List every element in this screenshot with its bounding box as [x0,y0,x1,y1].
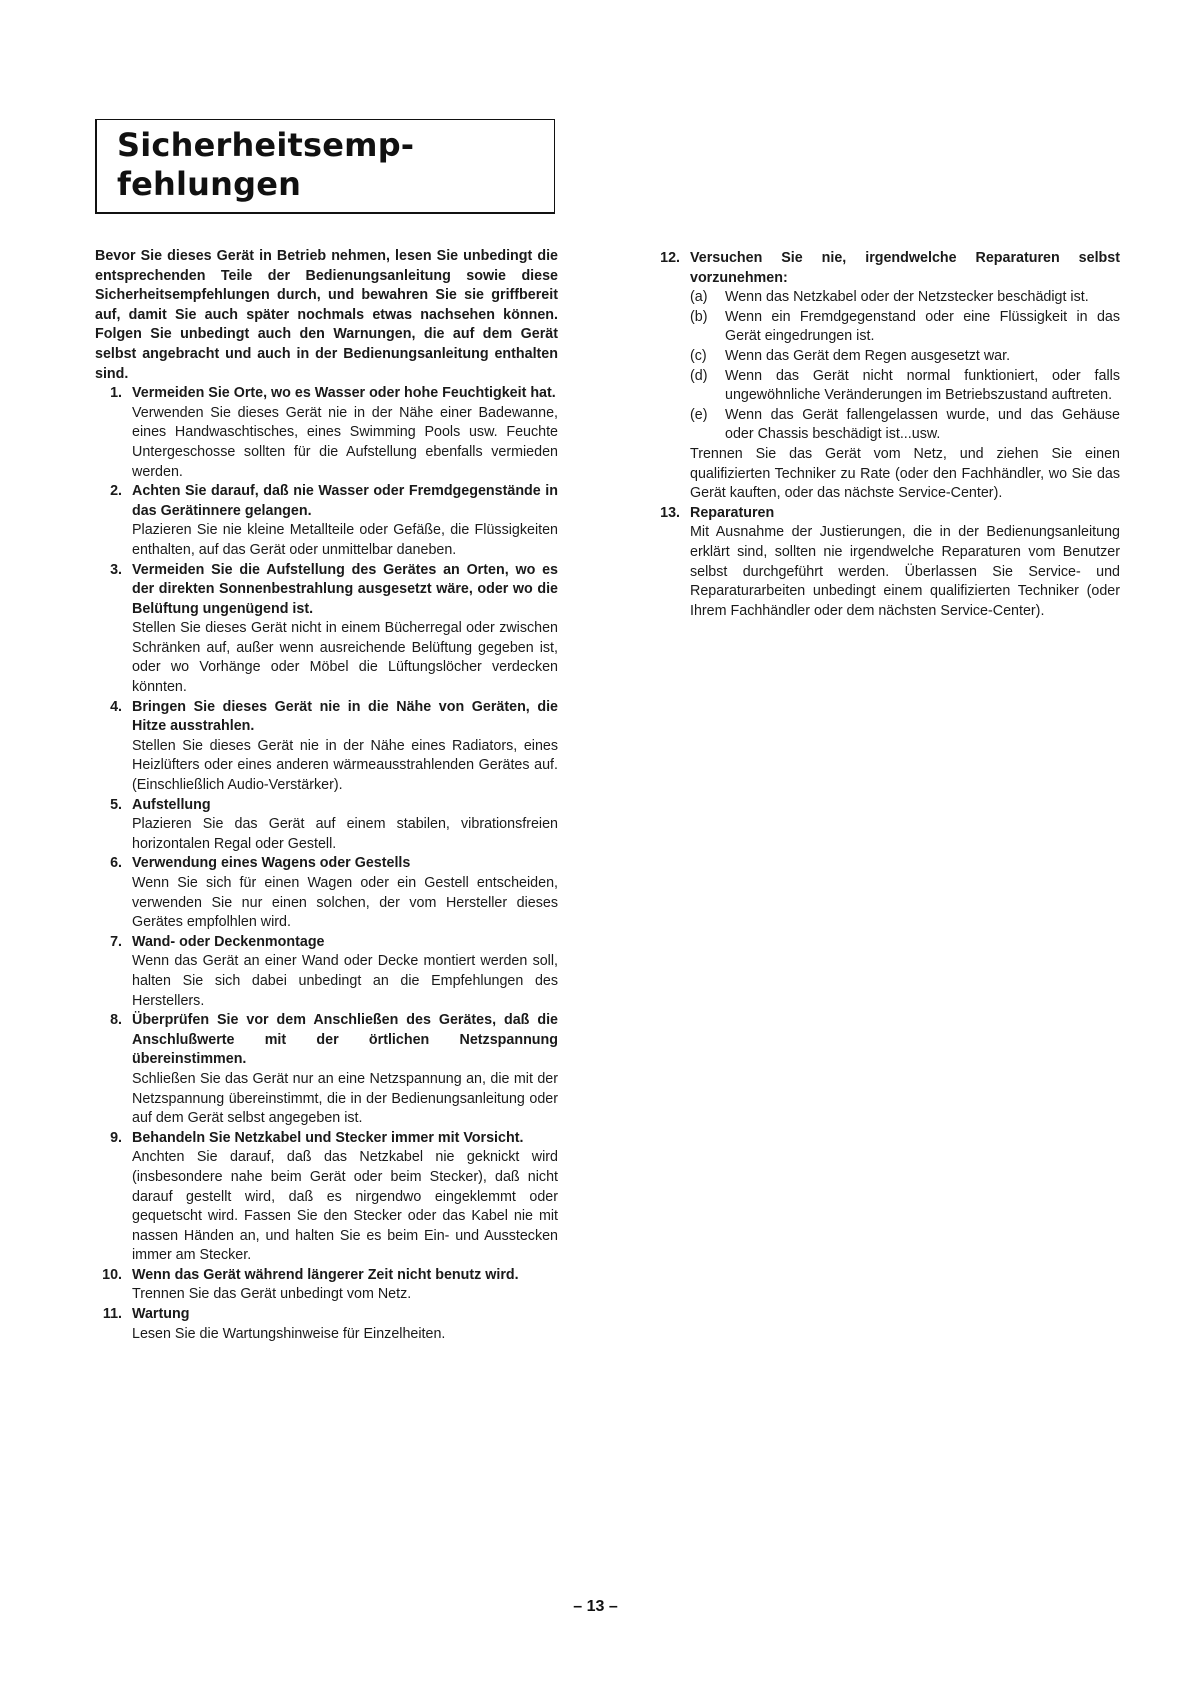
item-body: Plazieren Sie das Gerät auf einem stabilen, vibrationsfreien horizontalen Regal oder Gestell. [132,816,558,852]
item-number: 13. [660,504,680,521]
item-heading: Behandeln Sie Netzkabel und Stecker immer mit Vorsicht. [132,1129,524,1146]
item-body: Stellen Sie dieses Gerät nie in der Nähe eines Radiators, eines Heizlüfters oder eines anderen wärmeausstrahlenden Gerätes auf. (Einschließlich Audio-Verstärker). [132,737,558,794]
item-body: Stellen Sie dieses Gerät nicht in einem Bücherregal oder zwischen Schränken auf, außer wenn ausreichende Belüftung gegeben ist, oder wo Vorhänge oder Möbel die Lüftungslöcher verdecken könnten. [132,620,558,696]
item-body: Anchten Sie darauf, daß das Netzkabel nie geknickt wird (insbesondere nahe beim Gerät oder beim Stecker), daß nicht darauf gestellt wird, daß es nirgendwo eingeklemmt oder gequetscht wird. Fassen Sie den Stecker oder das Kabel nie mit nassen Händen an, und halten Sie es beim Ein- und Ausstecken immer am Stecker. [132,1149,558,1264]
item-heading: Wartung [132,1306,190,1323]
sub-item-text: Wenn das Netzkabel oder der Netzstecker beschädigt ist. [725,289,1089,306]
safety-item-8 [95,1011,558,1129]
item-number: 11. [102,1306,122,1323]
item-body: Wenn Sie sich für einen Wagen oder ein Gestell entscheiden, verwenden Sie nur einen solchen, der vom Hersteller dieses Gerätes empfolhlen wird. [132,875,558,931]
page-title-line-2: fehlungen [117,165,302,203]
left-column [95,247,558,1344]
item-body: Mit Ausnahme der Justierungen, die in der Bedienungsanleitung erklärt sind, sollten nie irgendwelche Reparaturen vom Benutzer selbst durchgeführt werden. Überlassen Sie Service- und Reparaturarbeiten unbedingt einem qualifizierten Techniker (oder Ihrem Fachhändler oder dem nächsten Service-Center). [690,524,1120,619]
safety-item-2 [95,482,558,560]
item-number: 3. [110,561,122,578]
intro-paragraph: Bevor Sie dieses Gerät in Betrieb nehmen, lesen Sie unbedingt die entsprechenden Teile der Bedienungsanleitung sowie diese Sicherheitsempfehlungen durch, und bewahren Sie sie griffbereit auf, damit Sie auch später nochmals etwas nachsehen können. Folgen Sie unbedingt auch den Warnungen, die auf dem Gerät selbst angebracht und auch in der Bedienungsanleitung enthalten sind. [95,248,558,382]
safety-item-9 [95,1129,558,1266]
item-heading: Bringen Sie dieses Gerät nie in die Nähe von Geräten, die Hitze ausstrahlen. [132,698,558,735]
item-heading: Überprüfen Sie vor dem Anschließen des Gerätes, daß die Anschlußwerte mit der örtlichen Netzspannung übereinstimmen. [132,1012,558,1068]
sub-item-label: (b) [690,308,708,325]
sub-item-c [690,347,1120,367]
item-heading: Reparaturen [690,504,775,521]
item-body: Verwenden Sie dieses Gerät nie in der Nähe einer Badewanne, eines Handwaschtisches, eines Swimming Pools usw. Feuchte Untergeschosse sollten für die Aufstellung ebenfalls vermieden werden. [132,404,558,480]
safety-item-12 [653,249,1120,504]
sub-item-text: Wenn das Gerät fallengelassen wurde, und das Gehäuse oder Chassis beschädigt ist...usw. [725,406,1120,443]
sub-item-text: Wenn das Gerät nicht normal funktioniert, oder falls ungewöhnliche Veränderungen im Betriebszustand auftreten. [725,367,1120,404]
page-title-line-1: Sicherheitsemp- [117,126,415,164]
item-body: Lesen Sie die Wartungshinweise für Einzelheiten. [132,1325,446,1342]
page-number: – 13 – [573,1598,618,1615]
item-number: 2. [110,483,122,500]
item-number: 8. [110,1012,122,1029]
sub-item-label: (e) [690,406,708,423]
item-number: 9. [110,1129,122,1146]
item-number: 4. [110,698,122,715]
item-heading: Aufstellung [132,796,211,813]
safety-item-11 [95,1305,558,1344]
sub-item-a [690,288,1120,308]
safety-item-7 [95,933,558,1011]
item-body: Trennen Sie das Gerät vom Netz, und ziehen Sie einen qualifizierten Techniker zu Rate (oder den Fachhändler, wo Sie das Gerät kauften, oder das nächste Service-Center). [690,445,1120,502]
sub-item-text: Wenn das Gerät dem Regen ausgesetzt war. [725,347,1011,364]
right-column [653,249,1120,621]
sub-item-label: (d) [690,367,708,384]
item-number: 10. [102,1266,122,1283]
item-body: Trennen Sie das Gerät unbedingt vom Netz. [132,1286,412,1303]
item-number: 5. [110,796,122,813]
safety-item-3 [95,561,558,698]
sub-item-text: Wenn ein Fremdgegenstand oder eine Flüssigkeit in das Gerät eingedrungen ist. [725,308,1120,345]
page-title [117,126,414,204]
sub-item-label: (a) [690,289,708,306]
item-heading: Vermeiden Sie Orte, wo es Wasser oder hohe Feuchtigkeit hat. [132,385,556,402]
item-number: 7. [110,933,122,950]
item-heading: Verwendung eines Wagens oder Gestells [132,855,411,872]
item-heading: Vermeiden Sie die Aufstellung des Gerätes an Orten, wo es der direkten Sonnenbestrahlung ausgesetzt wäre, oder wo die Belüftung ungenügend ist. [132,561,558,617]
item-number: 6. [110,855,122,872]
sub-item-e [690,406,1120,445]
safety-item-13 [653,504,1120,622]
sub-item-d [690,367,1120,406]
sub-item-b [690,308,1120,347]
safety-item-4 [95,698,558,796]
safety-item-1 [95,384,558,482]
item-body: Schließen Sie das Gerät nur an eine Netzspannung an, die mit der Netzspannung übereinstimmt, die in der Bedienungsanleitung oder auf dem Gerät selbst angegeben ist. [132,1070,558,1127]
item-heading: Wenn das Gerät während längerer Zeit nicht benutz wird. [132,1266,519,1283]
safety-item-10 [95,1266,558,1305]
sub-item-label: (c) [690,347,707,364]
item-number: 1. [110,385,122,402]
title-box [95,119,555,214]
item-number: 12. [660,250,680,266]
item-heading: Achten Sie darauf, daß nie Wasser oder Fremdgegenstände in das Gerätinnere gelangen. [132,483,558,519]
item-body: Wenn das Gerät an einer Wand oder Decke montiert werden soll, halten Sie sich dabei unbedingt an die Empfehlungen des Herstellers. [132,953,558,1009]
item-heading: Versuchen Sie nie, irgendwelche Reparaturen selbst vorzunehmen: [690,250,1120,286]
item-heading: Wand- oder Deckenmontage [132,933,325,950]
item-body: Plazieren Sie nie kleine Metallteile oder Gefäße, die Flüssigkeiten enthalten, auf das Gerät oder unmittelbar daneben. [132,522,558,558]
safety-item-5 [95,796,558,855]
safety-item-6 [95,854,558,932]
